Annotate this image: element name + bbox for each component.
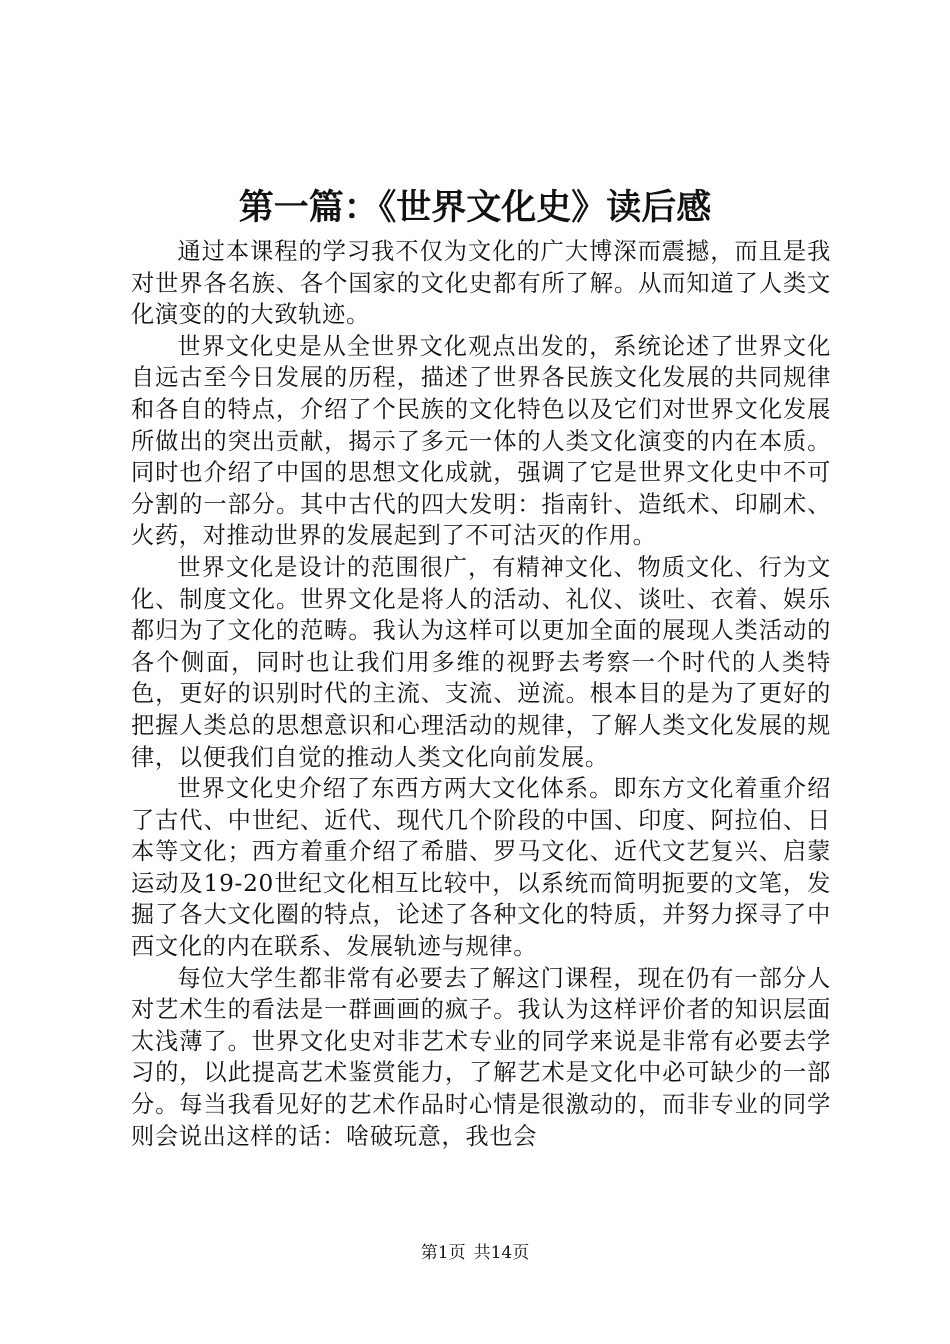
page-footer [0,1241,950,1265]
paragraph-5: 每位大学生都非常有必要去了解这门课程，现在仍有一部分人对艺术生的看法是一群画画的疯子。我认为这样评价者的知识层面太浅薄了。世界文化史对非艺术专业的同学来说是非常有必要去学习的，以此提高艺术鉴赏能力，了解艺术是文化中必可缺少的一部分。每当我看见好的艺术作品时心情是很激动的，而非专业的同学则会说出这样的话：啥破玩意，我也会 [131,964,831,1150]
paragraph-4: 世界文化史介绍了东西方两大文化体系。即东方文化着重介绍了古代、中世纪、近代、现代几个阶段的中国、印度、阿拉伯、日本等文化；西方着重介绍了希腊、罗马文化、近代文艺复兴、启蒙运动及19-20世纪文化相互比较中，以系统而简明扼要的文笔，发掘了各大文化圈的特点，论述了各种文化的特质，并努力探寻了中西文化的内在联系、发展轨迹与规律。 [131,775,831,961]
paragraph-3: 世界文化是设计的范围很广，有精神文化、物质文化、行为文化、制度文化。世界文化是将人的活动、礼仪、谈吐、衣着、娱乐都归为了文化的范畴。我认为这样可以更加全面的展现人类活动的各个侧面，同时也让我们用多维的视野去考察一个时代的人类特色，更好的识别时代的主流、支流、逆流。根本目的是为了更好的把握人类总的思想意识和心理活动的规律，了解人类文化发展的规律，以便我们自觉的推动人类文化向前发展。 [131,553,831,771]
page-total: 共14页 [473,1243,530,1263]
document-body [131,236,831,1152]
page-number: 第1页 [420,1243,466,1263]
document-title: 第一篇：《世界文化史》读后感 [238,188,712,228]
paragraph-2: 世界文化史是从全世界文化观点出发的，系统论述了世界文化自远古至今日发展的历程，描述了世界各民族文化发展的共同规律和各自的特点，介绍了个民族的文化特色以及它们对世界文化发展所做出的突出贡献，揭示了多元一体的人类文化演变的内在本质。同时也介绍了中国的思想文化成就，强调了它是世界文化史中不可分割的一部分。其中古代的四大发明：指南针、造纸术、印刷术、火药，对推动世界的发展起到了不可沽灭的作用。 [131,332,831,550]
paragraph-1: 通过本课程的学习我不仅为文化的广大博深而震撼，而且是我对世界各名族、各个国家的文化史都有所了解。从而知道了人类文化演变的的大致轨迹。 [131,238,831,329]
